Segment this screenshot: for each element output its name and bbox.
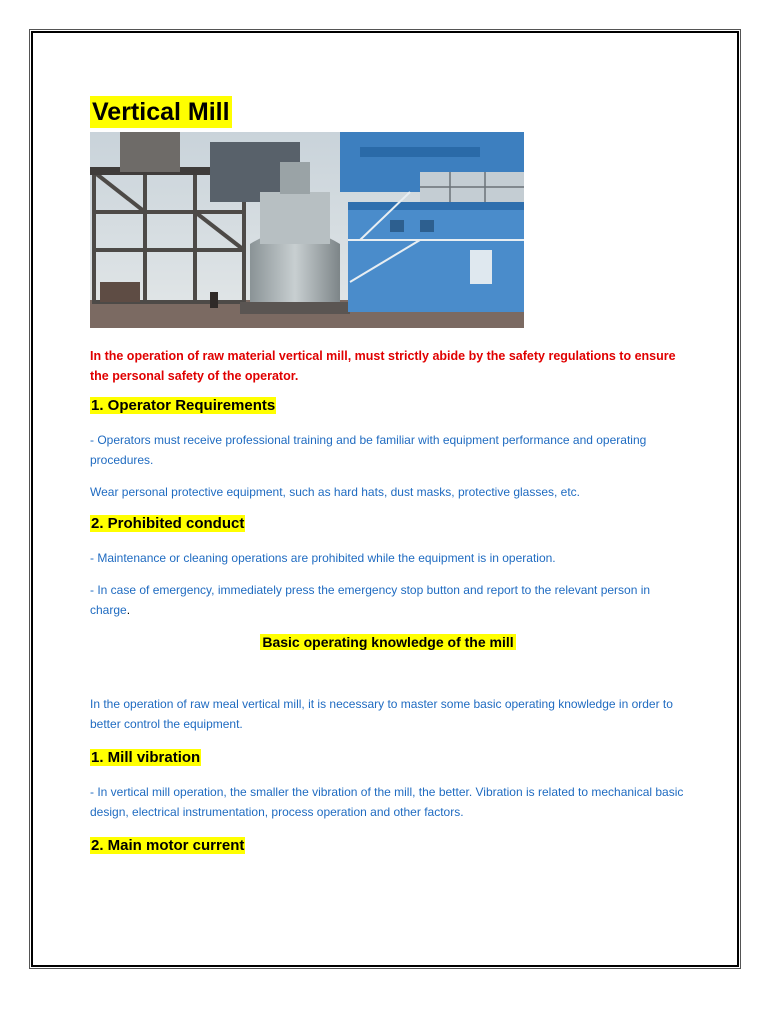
document-title: Vertical Mill: [92, 98, 230, 126]
maintenance-prohibited-paragraph: - Maintenance or cleaning operations are prohibited while the equipment is in operation.: [90, 551, 556, 565]
vertical-mill-photo: [90, 132, 524, 328]
emergency-paragraph: - In case of emergency, immediately press the emergency stop button and report to the relevant person in charge.: [90, 583, 651, 617]
protective-equipment-paragraph: Wear personal protective equipment, such as hard hats, dust masks, protective glasses, etc.: [90, 485, 581, 499]
section-heading-operator-requirements: 1. Operator Requirements: [91, 397, 276, 414]
operator-training-paragraph: - Operators must receive professional training and be familiar with equipment performance and operating procedures.: [90, 433, 647, 467]
section-heading-main-motor-current: 2. Main motor current: [91, 837, 245, 854]
basic-knowledge-heading: Basic operating knowledge of the mill: [262, 634, 514, 650]
knowledge-intro-paragraph: In the operation of raw meal vertical mill, it is necessary to master some basic operating knowledge in order to better control the equipment.: [90, 697, 673, 731]
mill-vibration-paragraph: - In vertical mill operation, the smaller the vibration of the mill, the better. Vibration is related to mechanical basic design, electrical instrumentation, process operation and other factors.: [90, 785, 684, 819]
section-heading-prohibited-conduct: 2. Prohibited conduct: [91, 515, 245, 532]
intro-paragraph: In the operation of raw material vertical mill, must strictly abide by the safety regulations to ensure the personal safety of the operator.: [90, 349, 676, 383]
document-body: [90, 96, 686, 856]
section-heading-mill-vibration: 1. Mill vibration: [91, 749, 201, 766]
